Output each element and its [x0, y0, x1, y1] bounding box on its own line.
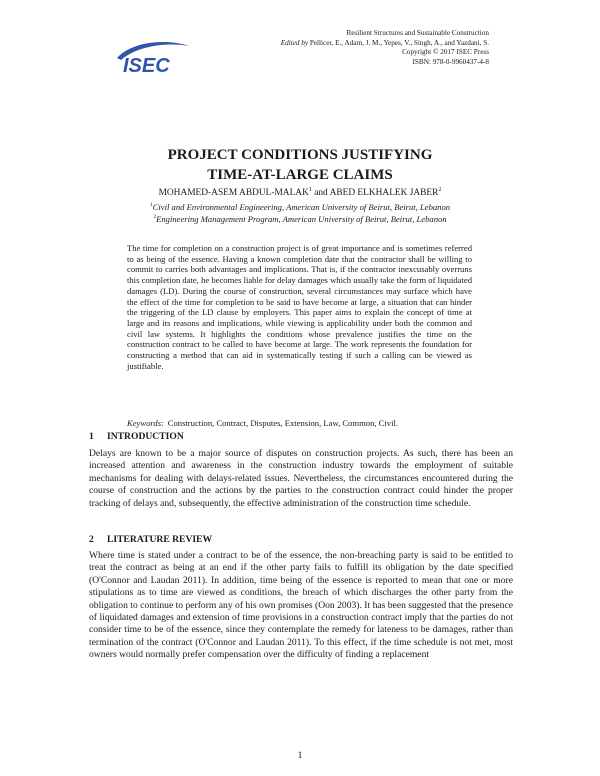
abstract: The time for completion on a construction project is of great importance and is sometimes referred to as being of the essence. Having a known completion date that the contractor shall be willing to commit to carries both advantages and implications. That is, if the contractor inexcusably overruns this completion date, he becomes liable for delay damages which usually take the form of liquidated damages (LD). During the course of construction, several circumstances may surface which have the effect of the time for completion to be said to have become at large, a situation that can hinder the triggering of the LD clause by employers. This paper aims to explain the concept of time at large and its reasons and implications, while viewing is applicability under both the common and civil law systems. It highlights the conditions whose prevalence justifies the time on the construction contract to be called to have become at large. The work represents the foundation for constructing a method that can aid in systematically testing if such a calling can be viewed as justifiable.: [127, 243, 472, 371]
author-1-sup: 1: [308, 187, 312, 193]
section-heading-introduction: [89, 431, 184, 442]
section-number: 1: [89, 431, 94, 442]
literature-review-text: Where time is stated under a contract to be of the essence, the non-breaching party is said to be entitled to treat the contract as being at an end if the other party fails to fulfill its obligation by the date specified (O'Connor and Laudan 2011). In addition, time being of the essence is reported to mean that one or more stipulations as to time are viewed as conditions, the breach of which discharges the other party from the obligation to continue to perform any of his own promises (Oon 2003). It has been suggested that the presence of liquidated damages and extension of time provisions in a construction contract imply that the parties do not consider time to be of the essence, since they contemplate the remedy for lateness to be damages, rather than termination of the contract (O'Connor and Laudan 2011). To this effect, if the time schedule is not met, most owners would normally prefer compensation over the difficulty of finding a replacement: [89, 550, 513, 661]
logo-text: ISEC: [123, 55, 170, 76]
keywords-text: Construction, Contract, Disputes, Extension, Law, Common, Civil.: [167, 418, 399, 428]
section-number: 2: [89, 534, 94, 545]
editors: Pellicer, E., Adam, J. M., Yepes, V., Singh, A., and Yazdani, S.: [309, 38, 489, 47]
author-1: MOHAMED-ASEM ABDUL-MALAK: [158, 188, 309, 199]
keywords: Keywords: Construction, Contract, Disputes, Extension, Law, Common, Civil.: [127, 418, 399, 428]
edited-by-label: Edited by: [280, 38, 309, 47]
page-number: 1: [297, 750, 303, 761]
title-line-1: PROJECT CONDITIONS JUSTIFYING: [167, 147, 433, 163]
affiliation-2: [0, 214, 600, 224]
paper-title: [0, 145, 600, 185]
title-line-2: TIME-AT-LARGE CLAIMS: [207, 167, 393, 183]
authors: [0, 187, 600, 198]
affiliation-2-sup: 2: [153, 214, 157, 221]
introduction-text: Delays are known to be a major source of disputes on construction projects. As such, there has been an increased attention and awareness in the construction industry towards the employment of suitable mechanisms for dealing with delays-related issues. Nevertheless, the circumstances encountered during the course of construction and the actions by the parties to the construction contract could hinder the proper tracking of delays and, subsequently, the effective administration of the construction time schedule.: [89, 448, 513, 509]
editors-line: [281, 39, 489, 49]
author-2: ABED ELKHALEK JABER: [329, 188, 439, 199]
author-conj: and: [311, 188, 330, 199]
affiliation-1-text: Civil and Environmental Engineering, American University of Beirut, Beirut, Lebanon: [152, 202, 451, 212]
affiliation-1: [0, 202, 600, 212]
author-2-sup: 2: [438, 187, 442, 193]
affiliation-2-text: Engineering Management Program, American University of Beirut, Beirut, Lebanon: [156, 214, 447, 224]
affiliation-1-sup: 1: [149, 202, 153, 209]
copyright: Copyright © 2017 ISEC Press: [402, 48, 489, 57]
page-header: [281, 29, 489, 67]
isec-logo: [113, 36, 193, 76]
section-title: LITERATURE REVIEW: [107, 534, 213, 545]
isbn: ISBN: 978-0-9960437-4-8: [412, 57, 489, 66]
section-title: INTRODUCTION: [107, 431, 184, 442]
keywords-label: Keywords: [127, 418, 162, 428]
section-heading-literature-review: [89, 534, 212, 545]
journal-name: Resilient Structures and Sustainable Construction: [346, 29, 489, 37]
